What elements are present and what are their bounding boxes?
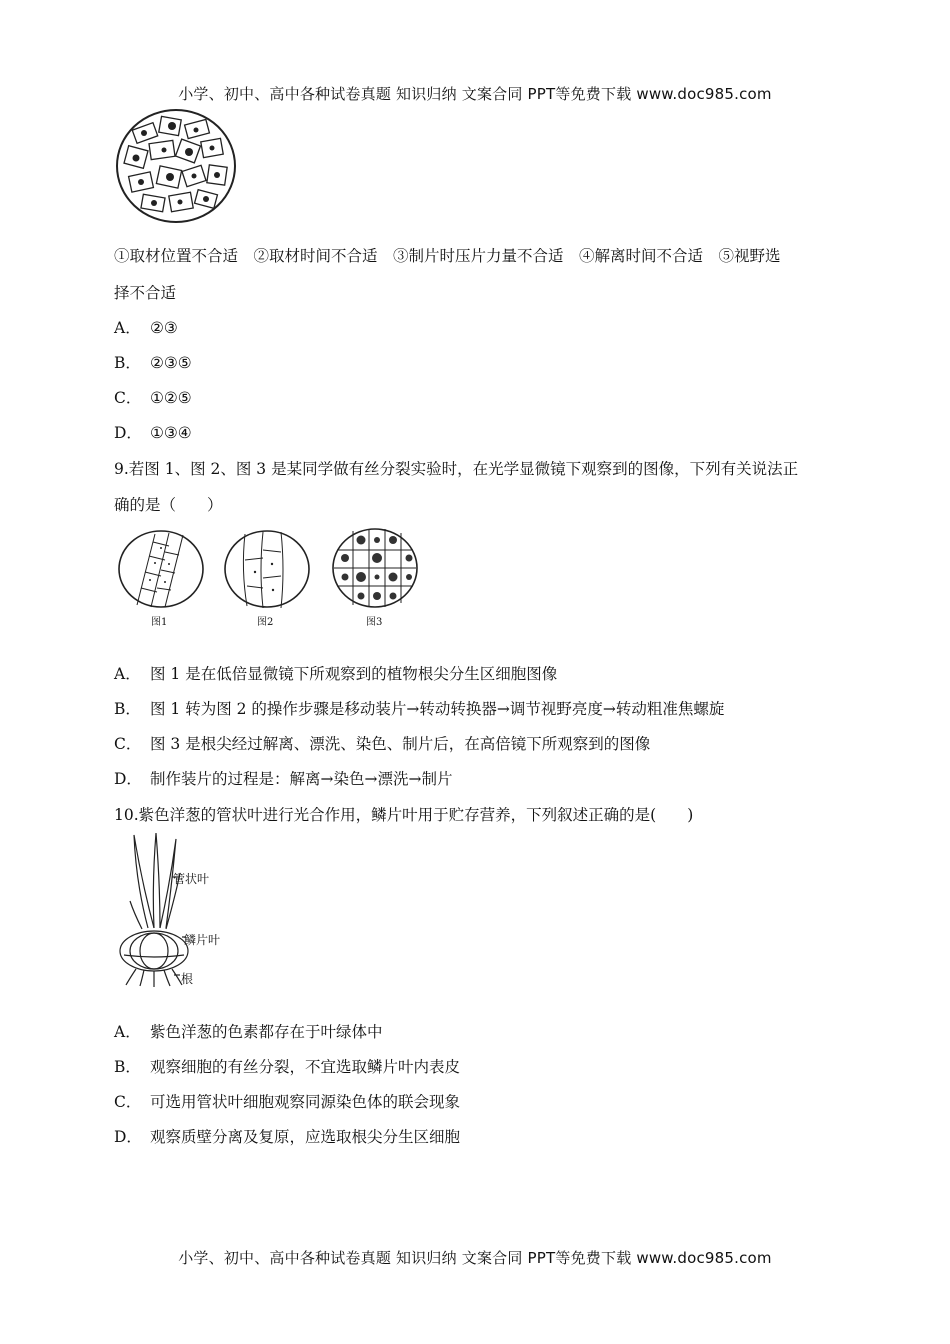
q10-option-a[interactable] xyxy=(114,1020,383,1042)
option-text: 图 1 是在低倍显微镜下所观察到的植物根尖分生区细胞图像 xyxy=(150,665,558,683)
option-letter: B． xyxy=(114,700,141,718)
root-label: 根 xyxy=(181,972,194,986)
q8-option-c[interactable] xyxy=(114,386,192,408)
option-letter: C． xyxy=(114,1093,142,1111)
option-text: 观察细胞的有丝分裂，不宜选取鳞片叶内表皮 xyxy=(150,1058,461,1076)
option-text: ①②⑤ xyxy=(150,389,192,407)
option-letter: B． xyxy=(114,354,141,372)
option-letter: A． xyxy=(114,665,141,683)
q10-option-d[interactable] xyxy=(114,1125,460,1147)
q9-option-a[interactable] xyxy=(114,662,557,684)
option-letter: A． xyxy=(114,1023,141,1041)
q9-option-c[interactable] xyxy=(114,732,650,754)
option-letter: D． xyxy=(114,770,142,788)
q9-figure-3-label: 图3 xyxy=(366,617,383,628)
option-text: ②③⑤ xyxy=(150,354,192,372)
q8-option-a[interactable] xyxy=(114,316,178,338)
q9-option-d[interactable] xyxy=(114,767,452,789)
q9-figure-2 xyxy=(223,530,311,610)
option-letter: A． xyxy=(114,319,141,337)
option-text: ②③ xyxy=(150,319,178,337)
page-footer: 小学、初中、高中各种试卷真题 知识归纳 文案合同 PPT等免费下载 www.doc985.com xyxy=(178,1249,772,1267)
q9-figure-2-label: 图2 xyxy=(257,617,274,628)
q10-option-c[interactable] xyxy=(114,1090,460,1112)
q9-option-b[interactable] xyxy=(114,697,724,719)
q8-option-b[interactable] xyxy=(114,351,192,373)
option-letter: B． xyxy=(114,1058,141,1076)
option-text: ①③④ xyxy=(150,424,192,442)
q9-figure-1 xyxy=(117,530,205,610)
q9-stem-line1: 9.若图 1、图 2、图 3 是某同学做有丝分裂实验时，在光学显微镜下观察到的图像，下列有关说法正 xyxy=(114,460,799,478)
page-header: 小学、初中、高中各种试卷真题 知识归纳 文案合同 PPT等免费下载 www.doc985.com xyxy=(178,85,772,103)
option-text: 可选用管状叶细胞观察同源染色体的联会现象 xyxy=(150,1093,461,1111)
q10-stem: 10.紫色洋葱的管状叶进行光合作用，鳞片叶用于贮存营养，下列叙述正确的是( ) xyxy=(114,806,694,824)
option-text: 图 3 是根尖经过解离、漂洗、染色、制片后，在高倍镜下所观察到的图像 xyxy=(150,735,651,753)
option-text: 紫色洋葱的色素都存在于叶绿体中 xyxy=(150,1023,383,1041)
option-letter: D． xyxy=(114,1128,142,1146)
option-letter: C． xyxy=(114,735,142,753)
scale-leaf-label: 鳞片叶 xyxy=(184,933,221,947)
cell-micrograph-figure xyxy=(114,108,239,226)
q10-option-b[interactable] xyxy=(114,1055,460,1077)
q8-reasons-line2: 择不合适 xyxy=(114,284,177,302)
q9-stem-line2: 确的是（ ） xyxy=(114,496,223,514)
option-letter: D． xyxy=(114,424,142,442)
option-text: 图 1 转为图 2 的操作步骤是移动装片→转动转换器→调节视野亮度→转动粗准焦螺旋 xyxy=(150,700,725,718)
q8-option-d[interactable] xyxy=(114,421,192,443)
q9-figure-1-label: 图1 xyxy=(151,617,168,628)
tubular-leaf-label: 管状叶 xyxy=(173,872,210,886)
q9-figure-3 xyxy=(331,528,419,610)
onion-diagram xyxy=(114,833,254,988)
option-text: 观察质壁分离及复原，应选取根尖分生区细胞 xyxy=(150,1128,461,1146)
option-letter: C． xyxy=(114,389,142,407)
option-text: 制作装片的过程是：解离→染色→漂洗→制片 xyxy=(150,770,453,788)
q8-reasons-line1: ①取材位置不合适 ②取材时间不合适 ③制片时压片力量不合适 ④解离时间不合适 ⑤视野选 xyxy=(114,247,781,265)
